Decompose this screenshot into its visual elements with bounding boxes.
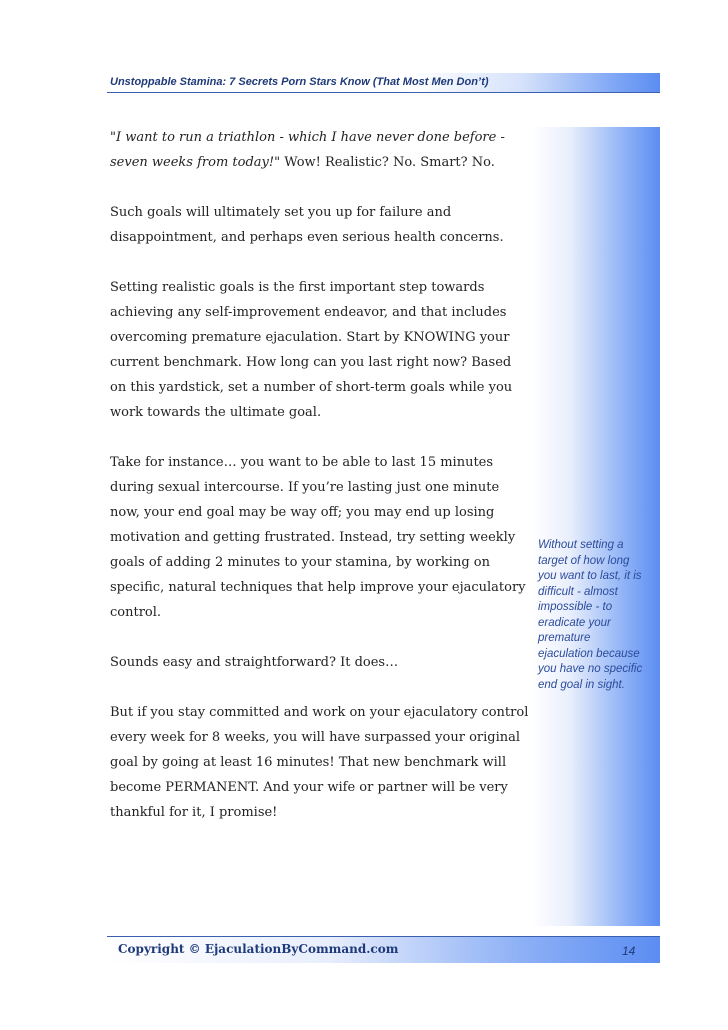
- sidenote: Without setting a target of how long you want to last, it is difficult - almost impossible - to eradicate your premature ejaculation because you have no specific end goal in sight.: [538, 539, 643, 691]
- header-divider: [107, 92, 660, 93]
- document-title: Unstoppable Stamina: 7 Secrets Porn Stars Know (That Most Men Don’t): [110, 76, 489, 88]
- paragraph-5: Sounds easy and straightforward? It does…: [110, 655, 399, 670]
- paragraph-4: Take for instance… you want to be able to last 15 minutes during sexual intercourse. If you’re lasting just one minute now, your end goal may be way off; you may end up losing motivation and getting frustrated. Instead, try setting weekly goals of adding 2 minutes to your stamina, by working on specific, natural techniques that help improve your ejaculatory control.: [110, 455, 526, 620]
- copyright-text: Copyright © EjaculationByCommand.com: [118, 942, 399, 956]
- paragraph-1: [110, 125, 530, 175]
- body-text: [110, 125, 530, 850]
- paragraph-3: Setting realistic goals is the first important step towards achieving any self-improvement endeavor, and that includes overcoming premature ejaculation. Start by KNOWING your current benchmark. How long can you last right now? Based on this yardstick, set a number of short-term goals while you work towards the ultimate goal.: [110, 280, 513, 420]
- paragraph-2: Such goals will ultimately set you up for failure and disappointment, and perhaps even serious health concerns.: [110, 205, 504, 245]
- page-number: 14: [622, 944, 636, 958]
- paragraph-6: But if you stay committed and work on your ejaculatory control every week for 8 weeks, you will have surpassed your original goal by going at least 16 minutes! That new benchmark will become PERMANENT. And your wife or partner will be very thankful for it, I promise!: [110, 705, 529, 820]
- quote-text: "I want to run a triathlon - which I have never done before - seven weeks from today!": [110, 130, 505, 170]
- sidebar-panel: [532, 127, 660, 926]
- paragraph-1-rest: Wow! Realistic? No. Smart? No.: [280, 155, 495, 170]
